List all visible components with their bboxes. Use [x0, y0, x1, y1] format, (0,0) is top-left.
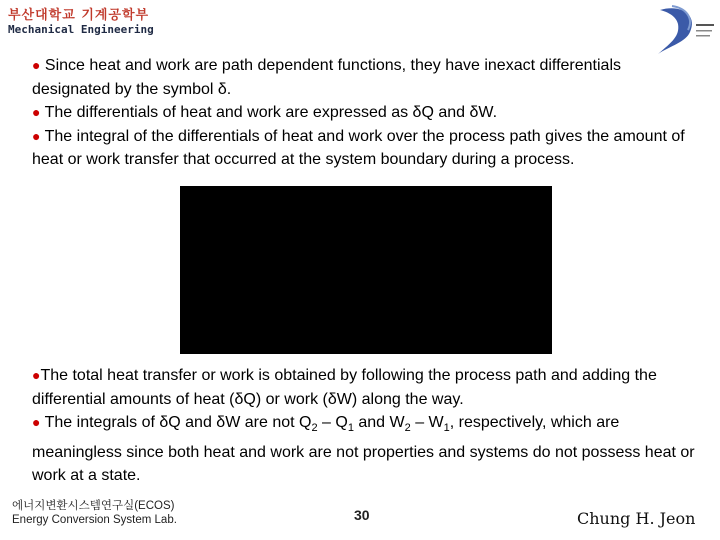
paragraph-2: ● The differentials of heat and work are expressed as δQ and δW.	[32, 104, 498, 121]
lab-name-korean: 에너지변환시스템연구실(ECOS)	[12, 500, 175, 512]
author-name: Chung H. Jeon	[577, 509, 696, 528]
paragraph-4: ●The total heat transfer or work is obtained by following the process path and adding the differential amounts of heat (δQ) or work (δW) along the way.	[32, 367, 657, 408]
paragraph-1: ● Since heat and work are path dependent functions, they have inexact differentials designated by the symbol δ.	[32, 57, 622, 98]
bullet-icon: ●	[32, 367, 41, 383]
page-number: 30	[354, 507, 370, 523]
paragraph-5: ● The integrals of δQ and δW are not $Q_2 - Q_1$ and $W_2 - W_1$, respectively, which are meaningless since both heat and work are not properties and systems do not possess heat or work at a state.	[32, 414, 695, 485]
department-name: Mechanical Engineering	[8, 23, 154, 36]
header	[8, 8, 154, 36]
content-top	[32, 54, 697, 172]
content-bottom	[32, 364, 697, 488]
bullet-icon: ●	[32, 104, 41, 120]
bullet-icon: ●	[32, 57, 41, 73]
bullet-icon: ●	[32, 414, 41, 430]
figure-image	[180, 186, 552, 354]
bullet-icon: ●	[32, 127, 41, 144]
university-logo-icon	[650, 2, 716, 58]
lab-name-english: Energy Conversion System Lab.	[12, 514, 177, 526]
delta-symbol: δ	[217, 80, 227, 98]
lab-footer	[12, 499, 177, 527]
university-name: 부산대학교 기계공학부	[8, 8, 150, 23]
paragraph-3: ● The integral of the differentials of heat and work over the process path gives the amount of heat or work transfer that occurred at the system boundary during a process.	[32, 127, 685, 168]
